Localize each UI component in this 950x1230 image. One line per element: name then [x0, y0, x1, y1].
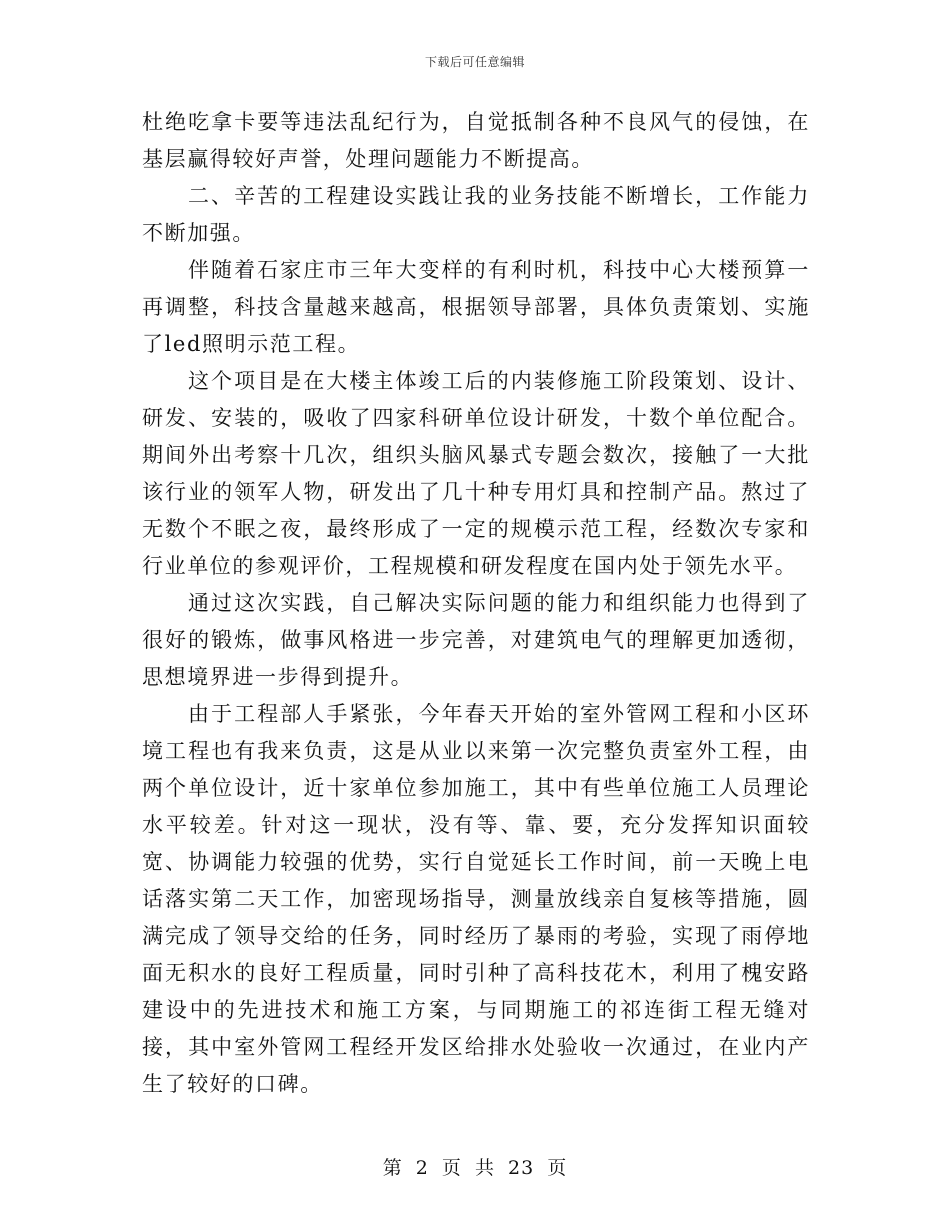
paragraph-continuation: 杜绝吃拿卡要等违法乱纪行为，自觉抵制各种不良风气的侵蚀，在基层赢得较好声誉，处理问题能力不断提高。	[142, 110, 810, 171]
paragraph: 伴随着石家庄市三年大变样的有利时机，科技中心大楼预算一再调整，科技含量越来越高，根据领导部署，具体负责策划、实施了led照明示范工程。	[142, 258, 810, 356]
paragraph: 由于工程部人手紧张，今年春天开始的室外管网工程和小区环境工程也有我来负责，这是从业以来第一次完整负责室外工程，由两个单位设计，近十家单位参加施工，其中有些单位施工人员理论水平较差。针对这一现状，没有等、靠、要，充分发挥知识面较宽、协调能力较强的优势，实行自觉延长工作时间，前一天晚上电话落实第二天工作，加密现场指导，测量放线亲自复核等措施，圆满完成了领导交给的任务，同时经历了暴雨的考验，实现了雨停地面无积水的良好工程质量，同时引种了高科技花木，利用了槐安路建设中的先进技术和施工方案，与同期施工的祁连街工程无缝对接，其中室外管网工程经开发区给排水处验收一次通过，在业内产生了较好的口碑。	[142, 702, 810, 1096]
page-number-footer: 第 2 页 共 23 页	[382, 1157, 568, 1179]
page-header-note: 下载后可任意编辑	[424, 55, 525, 69]
paragraph-section-heading: 二、辛苦的工程建设实践让我的业务技能不断增长，工作能力不断加强。	[142, 184, 810, 245]
paragraph: 通过这次实践，自己解决实际问题的能力和组织能力也得到了很好的锻炼，做事风格进一步完善，对建筑电气的理解更加透彻，思想境界进一步得到提升。	[142, 591, 810, 689]
paragraph: 这个项目是在大楼主体竣工后的内装修施工阶段策划、设计、研发、安装的，吸收了四家科研单位设计研发，十数个单位配合。期间外出考察十几次，组织头脑风暴式专题会数次，接触了一大批该行业的领军人物，研发出了几十种专用灯具和控制产品。熬过了无数个不眠之夜，最终形成了一定的规模示范工程，经数次专家和行业单位的参观评价，工程规模和研发程度在国内处于领先水平。	[142, 369, 810, 578]
document-body	[142, 104, 810, 1103]
